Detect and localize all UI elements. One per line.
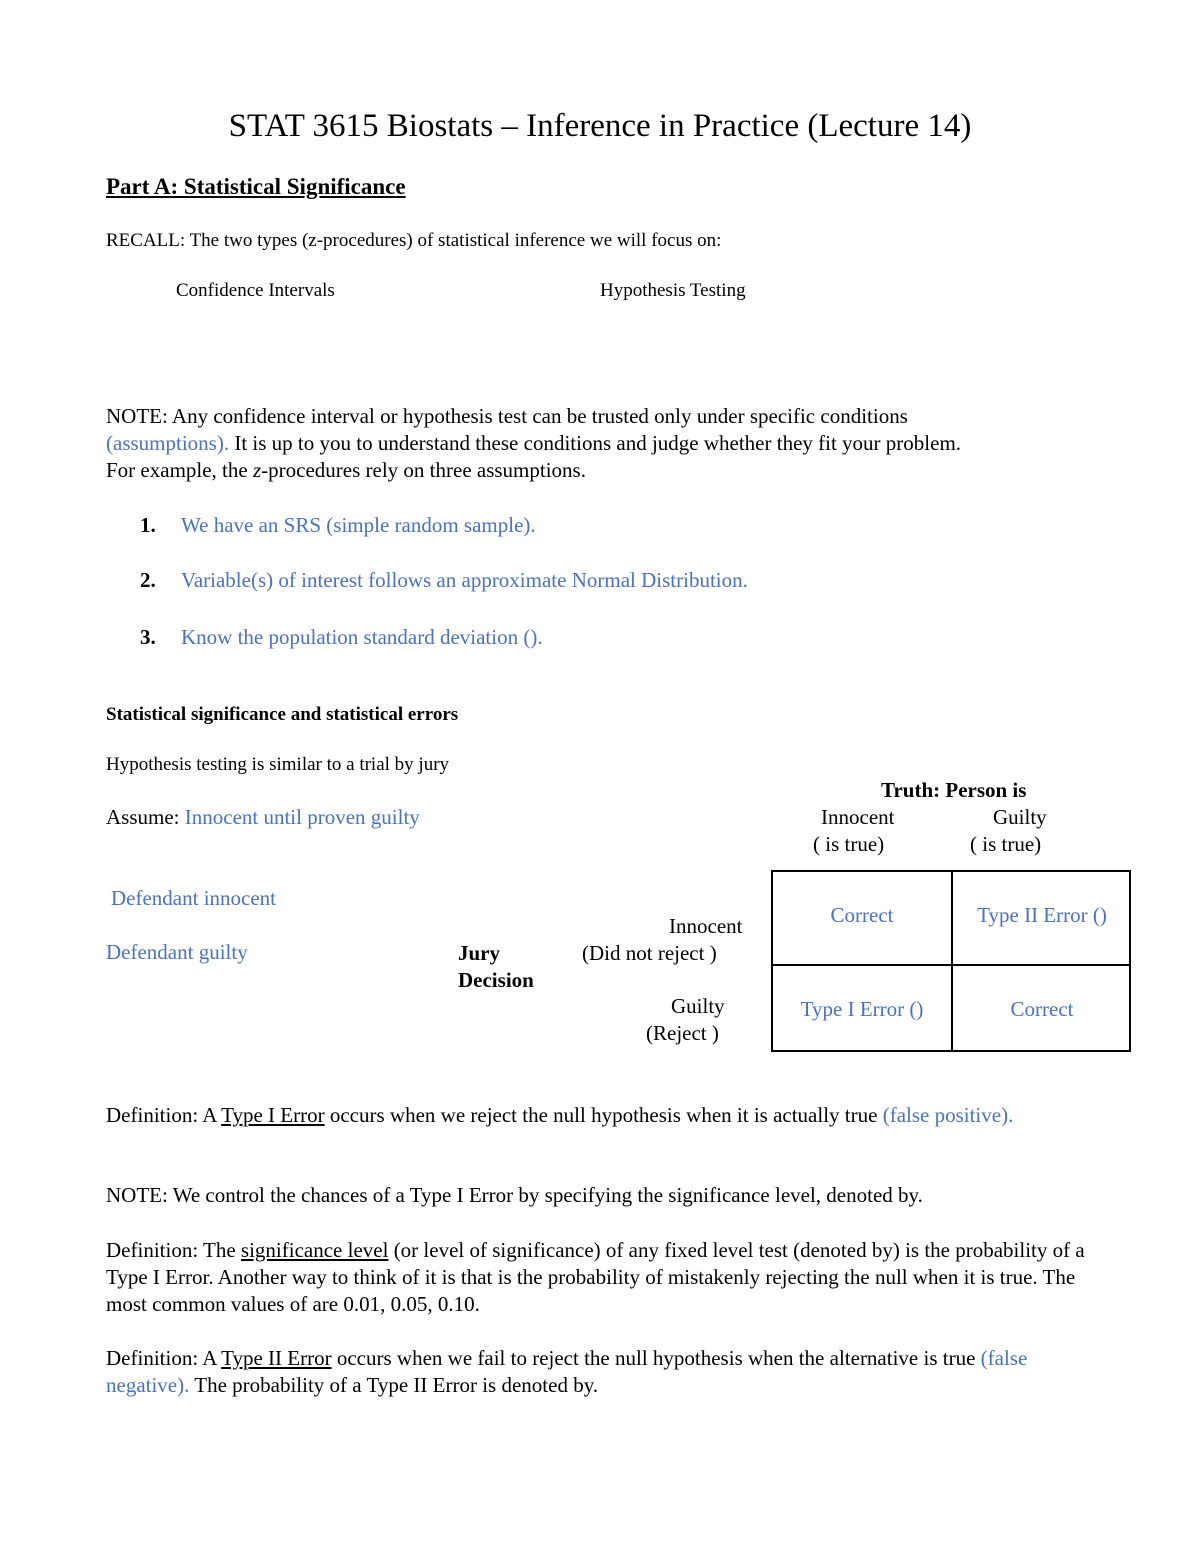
def2-body: (or level of significance) of any fixed level test (denoted by) is the probability of a Type I Error. Another way to think of it is that is the probability of mistakenly rejecting the null when it is true. The most common values of are 0.01, 0.05, 0.10. <box>106 1238 1085 1316</box>
row-innocent-sub: (Did not reject ) <box>582 941 717 965</box>
def3-body: occurs when we fail to reject the null hypothesis when the alternative is true <box>331 1346 981 1370</box>
list-number: 3. <box>140 625 156 649</box>
recall-text: RECALL: The two types (z-procedures) of statistical inference we will focus on: <box>106 230 722 251</box>
section-title-part-a: Part A: Statistical Significance <box>106 174 406 199</box>
list-number: 2. <box>140 568 156 592</box>
jury-intro: Hypothesis testing is similar to a trial by jury <box>106 754 450 775</box>
definition-type-i <box>106 1102 1066 1129</box>
list-item-text: We have an SRS (simple random sample). <box>181 513 536 537</box>
note-line1: NOTE: Any confidence interval or hypothesis test can be trusted only under specific conditions <box>106 404 908 428</box>
def2-term: significance level <box>240 1238 389 1262</box>
cell-correct-innocent: Correct <box>830 902 894 927</box>
definition-type-ii <box>106 1345 1096 1399</box>
page-title: STAT 3615 Biostats – Inference in Practice (Lecture 14) <box>228 108 972 144</box>
def1-term: Type I Error <box>221 1103 325 1127</box>
note-line2: It is up to you to understand these conditions and judge whether they fit your problem. <box>229 431 962 455</box>
def3-tail: The probability of a Type II Error is denoted by. <box>189 1373 599 1397</box>
def1-false-positive: (false positive). <box>882 1103 1014 1127</box>
def1-body: occurs when we reject the null hypothesis when it is actually true <box>324 1103 883 1127</box>
note-assumptions <box>106 403 1096 484</box>
cell-correct-guilty: Correct <box>1010 996 1074 1021</box>
def3-false-negative: (false negative). <box>106 1346 1028 1397</box>
error-table <box>771 870 1131 1052</box>
list-item <box>140 625 156 650</box>
method-confidence-intervals: Confidence Intervals <box>176 280 335 301</box>
truth-header: Truth: Person is <box>881 778 1027 802</box>
row-guilty-sub: (Reject ) <box>646 1021 719 1045</box>
definition-significance-level <box>106 1237 1091 1318</box>
def2-prefix: Definition: The <box>106 1238 241 1262</box>
decision-label: Decision <box>458 968 534 992</box>
list-number: 1. <box>140 513 156 537</box>
note-significance: NOTE: We control the chances of a Type I Error by specifying the significance level, denoted by. <box>106 1183 923 1207</box>
list-item <box>140 513 156 538</box>
note-line3a: For example, the <box>106 458 253 482</box>
jury-label: Jury <box>458 941 500 965</box>
row-innocent: Innocent <box>669 914 743 938</box>
note-line3b: -procedures rely on three assumptions. <box>261 458 586 482</box>
col-guilty: Guilty <box>993 805 1047 829</box>
note-z: z <box>252 458 262 482</box>
list-item-text: Variable(s) of interest follows an approximate Normal Distribution. <box>181 568 748 592</box>
section-heading: Statistical significance and statistical errors <box>106 704 459 725</box>
def3-term: Type II Error <box>221 1346 332 1370</box>
col-innocent-sub: ( is true) <box>813 832 885 856</box>
assume-value: Innocent until proven guilty <box>184 805 420 829</box>
col-guilty-sub: ( is true) <box>970 832 1042 856</box>
note-assumptions-term: (assumptions). <box>106 431 230 455</box>
assume-label: Assume: <box>106 805 185 829</box>
row-guilty: Guilty <box>671 994 725 1018</box>
defendant-guilty: Defendant guilty <box>106 940 248 964</box>
assume-line <box>106 805 420 830</box>
cell-type-i-error: Type I Error () <box>800 996 924 1021</box>
def3-prefix: Definition: A <box>106 1346 222 1370</box>
list-item <box>140 568 156 593</box>
cell-type-ii-error: Type II Error () <box>977 902 1107 927</box>
col-innocent: Innocent <box>821 805 895 829</box>
def1-prefix: Definition: A <box>106 1103 222 1127</box>
defendant-innocent: Defendant innocent <box>111 886 277 910</box>
method-hypothesis-testing: Hypothesis Testing <box>600 280 746 301</box>
list-item-text: Know the population standard deviation (). <box>181 625 543 649</box>
